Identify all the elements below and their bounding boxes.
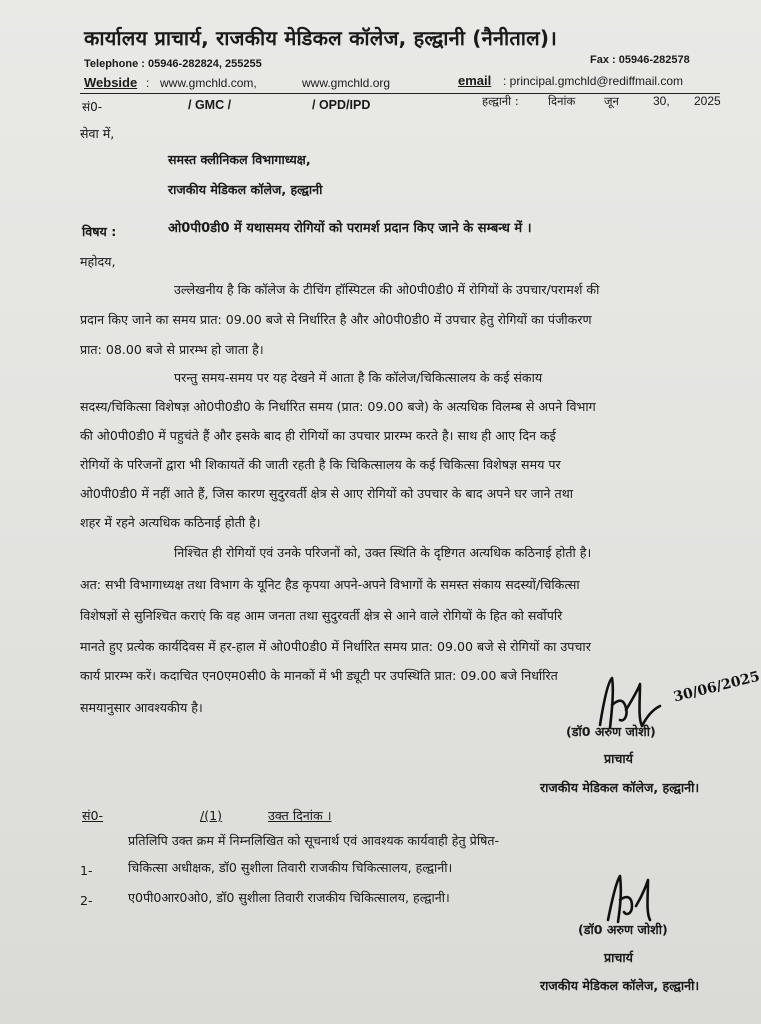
copy-intro: प्रतिलिपि उक्त क्रम में निम्नलिखित को सूचनार्थ एवं आवश्यक कार्यवाही हेतु प्रेषित- [128,833,500,848]
para2-line: परन्तु समय-समय पर यह देखने में आता है कि कॉलेज/चिकित्सालय के कई संकाय [174,370,543,385]
para3-line: निश्चित ही रोगियों एवं उनके परिजनों को, उक्त स्थिति के दृष्टिगत अत्यधिक कठिनाई होती है। [174,545,592,560]
website-label: Webside [84,75,138,90]
seva-me: सेवा में, [80,126,115,141]
copy-number-label: सं0- [82,808,104,823]
ref-year: 2025 [694,94,721,108]
copy-item-text: चिकित्सा अधीक्षक, डॉ0 सुशीला तिवारी राजकीय चिकित्सालय, हल्द्वानी। [128,860,453,875]
handwritten-signature-2 [596,870,676,930]
ref-opd: / OPD/IPD [312,98,371,112]
para3-line: अत: सभी विभागाध्यक्ष तथा विभाग के यूनिट हैड कृपया अपने-अपने विभागों के समस्त संकाय सदस्यों/चिकित्सा [80,577,580,592]
signatory-office-2: राजकीय मेडिकल कॉलेज, हल्द्वानी। [540,978,700,993]
signatory-name-2: (डॉ0 अरुण जोशी) [578,922,668,937]
fax-line: Fax : 05946-282578 [590,54,690,66]
letterhead-divider [80,93,720,94]
ref-day: 30, [653,94,670,108]
para3-line: मानते हुए प्रत्येक कार्यदिवस में हर-हाल में ओ0पी0डी0 में निर्धारित समय प्रात: 09.00 बजे से रोगियों का उपचार [80,639,591,654]
copy-item-number: 1- [80,863,93,878]
signatory-designation-2: प्राचार्य [604,950,633,965]
copy-date: उक्त दिनांक । [268,808,332,823]
subject-label: विषय : [82,224,117,239]
ref-number-label: सं0- [82,100,103,114]
para1-line: प्रदान किए जाने का समय प्रात: 09.00 बजे से निर्धारित है और ओ0पी0डी0 में उपचार हेतु रोगियों का पंजीकरण [80,312,592,327]
telephone-line: Telephone : 05946-282824, 255255 [84,58,262,70]
website-link-2[interactable]: www.gmchld.org [302,76,391,90]
salutation: महोदय, [80,254,116,269]
email-link[interactable]: : principal.gmchld@rediffmail.com [503,74,684,88]
para2-line: की ओ0पी0डी0 में पहुचंते हैं और इसके बाद ही रोगियों का उपचार प्रारम्भ करते है। साथ ही आए दिन कई [80,428,556,443]
para2-line: शहर में रहने अत्यधिक कठिनाई होती है। [80,515,261,530]
para1-line: प्रात: 08.00 बजे से प्रारम्भ हो जाता है। [80,342,264,357]
ref-place: हल्द्वानी : [482,94,519,108]
signatory-name-1: (डॉ0 अरुण जोशी) [566,724,656,739]
subject-text: ओ0पी0डी0 में यथासमय रोगियों को परामर्श प्रदान किए जाने के सम्बन्ध में । [168,221,532,236]
signatory-designation-1: प्राचार्य [604,751,633,766]
handwritten-date: 30/06/2025 [672,668,761,706]
website-separator: : [146,76,150,90]
ref-month: जून [604,94,619,108]
para2-line: ओ0पी0डी0 में नहीं आते हैं, जिस कारण सुदुरवर्ती क्षेत्र से आए रोगियों को उपचार के बाद अपने घर जाने तथा [80,486,574,501]
para2-line: रोगियों के परिजनों द्वारा भी शिकायतें की जाती रहती है कि चिकित्सालय के कई चिकित्सा विशेषज्ञ समय पर [80,457,561,472]
copy-item-number: 2- [80,893,93,908]
email-label: email [458,73,492,88]
para1-line: उल्लेखनीय है कि कॉलेज के टीचिंग हॉस्पिटल की ओ0पी0डी0 में रोगियों के उपचार/परामर्श की [174,282,600,297]
letterhead-title: कार्यालय प्राचार्य, राजकीय मेडिकल कॉलेज, हल्द्वानी (नैनीताल)। [84,26,558,50]
address-line-1: समस्त क्लीनिकल विभागाध्यक्ष, [168,152,311,167]
copy-item-text: ए0पी0आर0ओ0, डॉ0 सुशीला तिवारी राजकीय चिकित्सालय, हल्द्वानी। [128,890,450,905]
ref-gmc: / GMC / [188,98,232,112]
copy-number-mid: /(1) [200,808,223,823]
ref-date-label: दिनांक [548,94,576,108]
website-link-1[interactable]: www.gmchld.com, [160,76,257,90]
para3-line: समयानुसार आवश्यकीय है। [80,700,203,715]
para3-line: कार्य प्रारम्भ करें। कदाचित एन0एम0सी0 के मानकों में भी ड्यूटी पर उपस्थिति प्रात: 09.00 बजे निर्धारित [80,668,558,683]
signatory-office-1: राजकीय मेडिकल कॉलेज, हल्द्वानी। [540,780,700,795]
para2-line: सदस्य/चिकित्सा विशेषज्ञ ओ0पी0डी0 के निर्धारित समय (प्रात: 09.00 बजे) के अत्यधिक विलम्ब से अपने विभाग [80,399,596,414]
address-line-2: राजकीय मेडिकल कॉलेज, हल्द्वानी [168,182,323,197]
para3-line: विशेषज्ञों से सुनिश्चित कराएं कि वह आम जनता तथा सुदुरवर्ती क्षेत्र से आने वाले रोगियों के हित को सर्वोपरि [80,608,563,623]
